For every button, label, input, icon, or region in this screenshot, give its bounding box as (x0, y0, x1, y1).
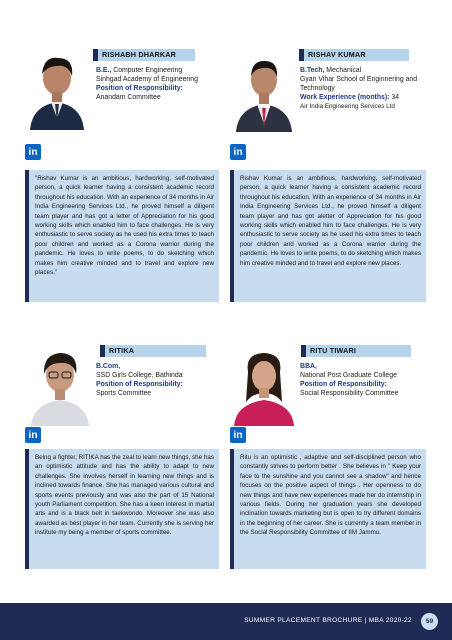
responsibility-value: Social Responsibility Committee (300, 390, 399, 397)
linkedin-icon[interactable]: in (230, 427, 246, 443)
responsibility-label: Position of Responsibility: (300, 381, 387, 388)
profile-info-ritu (300, 362, 430, 398)
responsibility-value: Anandam Committee (96, 94, 161, 101)
page-number: 59 (421, 613, 438, 630)
linkedin-icon[interactable]: in (25, 144, 41, 160)
profile-name: RISHAV KUMAR (308, 50, 366, 59)
footer-title: SUMMER PLACEMENT BROCHURE | MBA 2020-22 (244, 617, 412, 624)
profile-photo-rishabh (22, 46, 92, 130)
profile-name: RISHABH DHARKAR (102, 50, 177, 59)
responsibility-value: Sports Committee (96, 390, 152, 397)
institute: National Post Graduate College (300, 372, 397, 379)
experience-value: 34 (389, 94, 400, 101)
degree: B.Com, (96, 363, 121, 370)
employer: Air India Engineering Services Ltd (300, 103, 395, 110)
degree-field: Computer Engineering (111, 67, 183, 74)
institute: Sinhgad Academy of Engineering (96, 76, 198, 83)
profile-photo-ritika (25, 342, 95, 426)
name-bar-rishav (299, 49, 409, 61)
experience-label: Work Experience (months): (300, 94, 390, 101)
profile-name: RITU TIWARI (310, 346, 357, 355)
name-bar-rishabh (93, 49, 195, 61)
degree: B.E., (96, 67, 112, 74)
institute: Gyan Vihar School of Enginnering and Technology (300, 76, 418, 92)
profile-info-rishav (300, 66, 430, 111)
responsibility-label: Position of Responsibility: (96, 381, 183, 388)
bio-ritu: Ritu is an optimistic , adaptive and self-disciplined person who constantly strives to perform better . She believes in " Keep your face to the sunshine and you cannot see a shadow" and hence focuses on the positive aspect of things . Her openness to do new things and have new experiences made her do internship in various fields. During her graduation years she developed inclination towards marketing but is open to try different domains in the beginning of her career. She is currently a team member in the Social Responsibility Committee of IIM Jammu. (230, 449, 426, 569)
degree-field: Mechanical (324, 67, 362, 74)
responsibility-label: Position of Responsibility: (96, 85, 183, 92)
bio-ritika: Being a fighter, RITIKA has the zeal to learn new things, she has an optimistic attitude and has the ability to adapt to new challenges. She involves herself in learning new things and is inclined towards finance. She has managed various cultural and sports events previously and was also the part of 15 National youth Parliament competition. She has a keen interest in martial arts and is a black belt in taekwondo. Moreover she was also awarded as best player in her team. Currently she is serving her institute my being a member of sports committee. (25, 449, 219, 569)
degree: B.Tech, (300, 67, 325, 74)
bio-rishabh: "Rishav Kumar is an ambitious, hardworking, self-motivated person, a quick learner having a consistent academic record throughout his education. With an experience of 34 months in Air India Engineering Services Ltd., he proved himself a diligent team player and has got a letter of Appreciation for his good working skills which enabled him to face challenges. He is very enthusiastic to serve society as he used his extra times to teach poor children and worked as a Corona warrior during the pandemic. He loves to write poems, to do sketching which makes him creative minded and to travel and explore new places." (25, 170, 219, 302)
profile-photo-ritu (230, 342, 298, 426)
profile-name: RITIKA (109, 346, 135, 355)
degree: BBA, (300, 363, 317, 370)
page-footer (0, 603, 452, 640)
bio-rishav: Rishav Kumar is an ambitious, hardworking, self-motivated person, a quick learner having a consistent academic record throughout his education. With an experience of 34 months in Air India Engineering Services Ltd., he proved himself a diligent team player and has got aletter of Appreciation for his good working skills which enabled him to face challenges. He is very enthusiastic to serve society as he used his extra times to teach poor children and worked as a Corona warrior during the pandemic. He loves to write poems, to do sketching which makes him creative minded and to travel and explore new places. (230, 170, 426, 302)
name-bar-ritu (301, 345, 411, 357)
linkedin-icon[interactable]: in (25, 427, 41, 443)
profile-info-rishabh (96, 66, 206, 102)
linkedin-icon[interactable]: in (230, 144, 246, 160)
name-bar-ritika (100, 345, 206, 357)
profile-info-ritika (96, 362, 216, 398)
profile-photo-rishav (230, 48, 298, 132)
institute: SSD Girls College, Bathinda (96, 372, 183, 379)
